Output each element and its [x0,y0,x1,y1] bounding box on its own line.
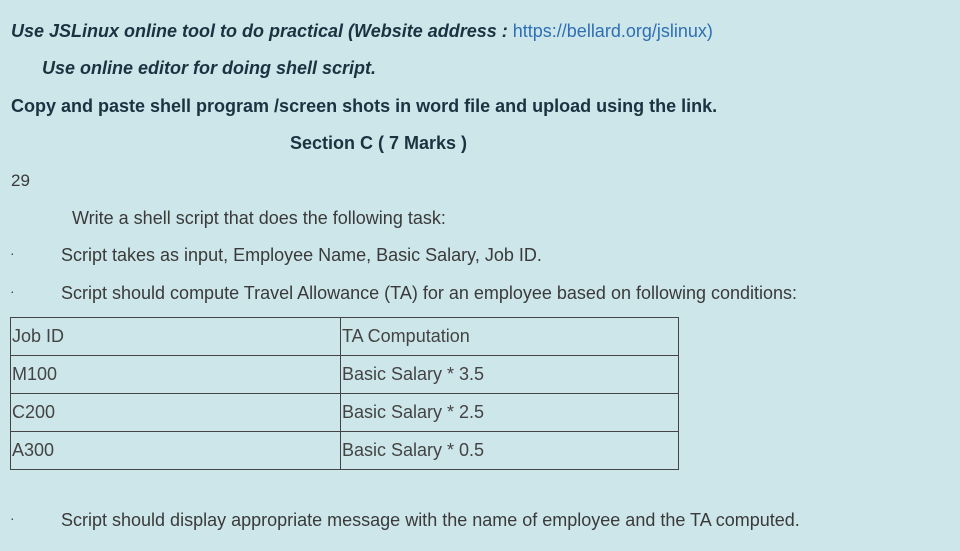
bullet-marker: · [10,283,15,299]
bullet-item: Script takes as input, Employee Name, Basic Salary, Job ID. [61,245,542,265]
table-cell: C200 [11,394,341,432]
jslinux-link[interactable]: https://bellard.org/jslinux [512,21,707,41]
table-cell: Basic Salary * 2.5 [341,394,679,432]
bullet-item: Script should compute Travel Allowance (TA) for an employee based on following conditions: [61,283,798,303]
bullet-marker: · [10,510,15,526]
bullet-marker: · [10,245,15,261]
table-header-cell: TA Computation [341,318,679,356]
table-row [11,394,679,432]
table-cell: Basic Salary * 3.5 [341,356,679,394]
instruction-line-1 [11,21,713,42]
question-number: 29 [11,171,30,190]
ta-table [10,317,679,470]
question-intro: Write a shell script that does the following task: [72,208,446,228]
link-suffix: ) [706,21,713,41]
instruction-line-3: Copy and paste shell program /screen shots in word file and upload using the link. [11,96,718,116]
instruction-line-2: Use online editor for doing shell script. [42,58,377,78]
table-header-cell: Job ID [11,318,341,356]
instruction-text: Use JSLinux online tool to do practical (Website address : [11,21,513,41]
bullet-item: Script should display appropriate message with the name of employee and the TA computed. [61,510,800,530]
table-header-row [11,318,679,356]
table-cell: M100 [11,356,341,394]
table-cell: A300 [11,432,341,470]
table-row [11,432,679,470]
section-heading: Section C ( 7 Marks ) [290,133,468,153]
table-cell: Basic Salary * 0.5 [341,432,679,470]
table-row [11,356,679,394]
